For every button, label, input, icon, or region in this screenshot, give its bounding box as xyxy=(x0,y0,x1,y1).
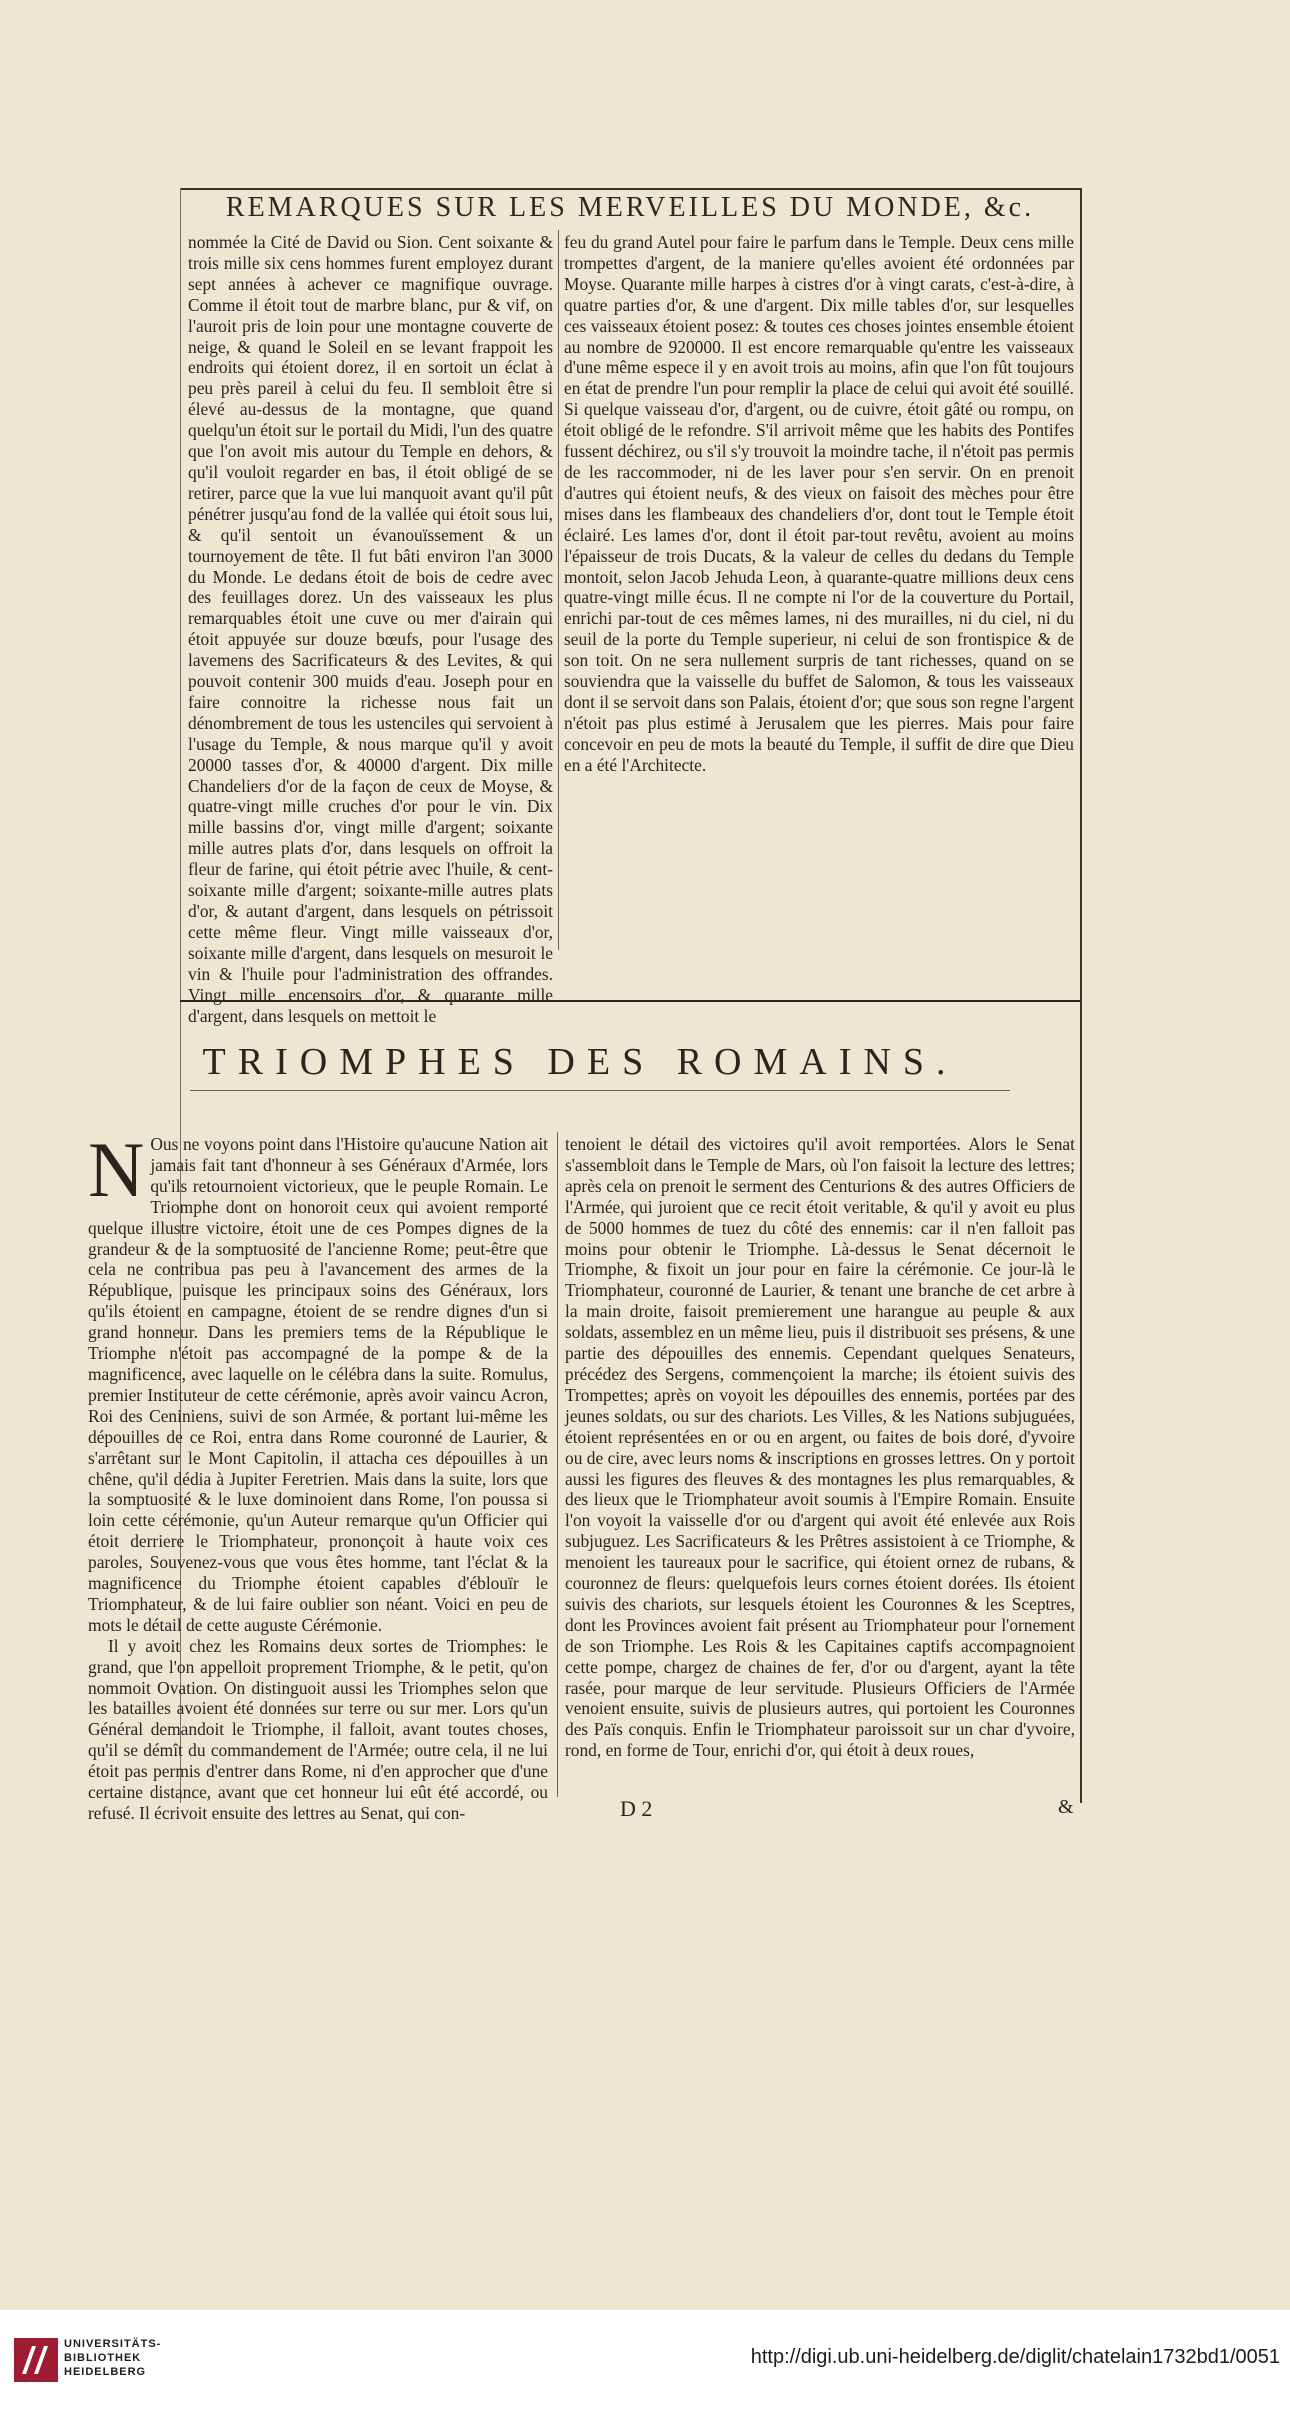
column-rule-bottom xyxy=(557,1132,558,1797)
library-name-line1: UNIVERSITÄTS- xyxy=(64,2338,162,2350)
bottom-left-text-2: Il y avoit chez les Romains deux sortes de Triomphes: le grand, que l'on appelloit proprement Triomphe, & le petit, qu'on nommoit Ovation. On distinguoit aussi les Triomphes selon que les batailles avoient été données sur terre ou sur mer. Lors qu'un Général demandoit le Triomphe, il falloit, avant toutes choses, qu'il se démît du commandement de l'Armée; outre cela, il ne lui étoit pas permis d'entrer dans Rome, ni d'en approcher que d'une certaine distance, avant que cet honneur lui eût été accordé, ou refusé. Il écrivoit ensuite des lettres au Senat, qui con- xyxy=(88,1635,548,1823)
library-name-line3: HEIDELBERG xyxy=(64,2366,147,2378)
catchword: & xyxy=(1058,1796,1074,1818)
library-name xyxy=(64,2337,161,2379)
top-left-text: nommée la Cité de David ou Sion. Cent soixante & trois mille six cens hommes furent employez durant sept années à achever ce magnifique ouvrage. Comme il étoit tout de marbre blanc, pur & vif, on l'auroit pris de loin pour une montagne couverte de neige, & quand le Soleil en se levant frappoit les endroits qui étoient dorez, il en sortoit un éclat à peu près pareil à celui du feu. Il sembloit être si élevé au-dessus de la montagne, que quand quelqu'un étoit sur le portail du Midi, l'un des quatre que l'on avoit mis autour du Temple en dehors, & qu'il vouloit regarder en bas, il étoit obligé de se retirer, parce que la vue lui manquoit avant qu'il pût pénétrer jusqu'au fond de la vallée qui étoit sous lui, & qu'il sentoit un évanouïssement & un tournoyement de tête. Il fut bâti environ l'an 3000 du Monde. Le dedans étoit de bois de cedre avec des feuillages dorez. Un des vaisseaux les plus remarquables étoit une cuve ou mer d'airain qui étoit appuyée sur douze bœufs, pour l'usage des lavemens des Sacrificateurs & des Levites, & qui pouvoit contenir 300 muids d'eau. Joseph pour en faire connoitre la richesse nous fait un dénombrement de tous les ustenciles qui servoient à l'usage du Temple, & nous marque qu'il y avoit 20000 tasses d'or, & 40000 d'argent. Dix mille Chandeliers d'or de la façon de ceux de Moyse, & quatre-vingt mille cruches d'or pour le vin. Dix mille bassins d'or, vingt mille d'argent; soixante mille autres plats d'or, dans lesquels on offroit la fleur de farine, qui étoit pétrie avec l'huile, & cent-soixante mille d'argent; soixante-mille autres plats d'or, & autant d'argent, dans lesquels on pétrissoit cette même fleur. Vingt mille vaisseaux d'or, soixante mille d'argent, dans lesquels on mesuroit le vin & l'huile pour l'administration des offrandes. Vingt mille encensoirs d'or, & quarante mille d'argent, dans lesquels on mettoit le xyxy=(188,232,553,1026)
section-title-underline xyxy=(190,1090,1010,1091)
column-rule-top xyxy=(558,230,559,950)
top-right-text: feu du grand Autel pour faire le parfum dans le Temple. Deux cens mille trompettes d'argent, de la maniere qu'elles avoient été ordonnées par Moyse. Quarante mille harpes à cistres d'or à vingt carats, c'est-à-dire, à quatre parties d'or, & une d'argent. Dix mille tables d'or, sur lesquelles ces vaisseaux étoient posez: & toutes ces choses jointes ensemble étoient au nombre de 920000. Il est encore remarquable qu'entre les vaisseaux d'une même espece il y en avoit trois au moins, afin que l'on fût toujours en état de prendre l'un pour remplir la place de celui qui avoit été souillé. Si quelque vaisseau d'or, d'argent, ou de cuivre, étoit gâté ou rompu, on étoit obligé de le refondre. S'il arrivoit même que les habits des Pontifes fussent déchirez, ou s'il s'y trouvoit la moindre tache, il n'étoit pas permis de les raccommoder, ni de les laver pour s'en servir. On en prenoit d'autres qui étoient neufs, & des vieux on faisoit des mèches pour être mises dans les flambeaux des chandeliers d'or, dont tout le Temple étoit éclairé. Les lames d'or, dont il étoit par-tout revêtu, avoient au moins l'épaisseur de trois Ducats, & la valeur de celles du dedans du Temple montoit, selon Jacob Jehuda Leon, à quarante-quatre millions deux cens quatre-vingt mille écus. Il ne compte ni l'or de la couverture du Portail, enrichi par-tout de ces mêmes lames, ni des murailles, ni du ciel, ni du seuil de la porte du Temple superieur, ni celui de son frontispice & de son toit. On ne sera nullement surpris de tant richesses, quand on se souviendra que la vaisselle du buffet de Salomon, & tous les vaisseaux dont il se servoit dans son Palais, étoient d'or; que sous son regne l'argent n'étoit pas plus estimé à Jerusalem que les pierres. Mais pour faire concevoir en peu de mots la beauté du Temple, il suffit de dire que Dieu en a été l'Architecte. xyxy=(564,232,1074,775)
running-head: REMARQUES SUR LES MERVEILLES DU MONDE, &c. xyxy=(225,192,1035,223)
bottom-right-text: tenoient le détail des victoires qu'il avoit remportées. Alors le Senat s'assembloit dans le Temple de Mars, où l'on faisoit la lecture des lettres; après cela on prenoit le serment des Centurions & des autres Officiers de l'Armée, qui juroient que ce recit étoit veritable, & qu'il y avoit eu plus de 5000 hommes de tuez du côté des ennemis: car il n'en falloit pas moins pour obtenir le Triomphe. Là-dessus le Senat décernoit le Triomphe, & fixoit un jour pour en faire la cérémonie. Ce jour-là le Triomphateur, couronné de Laurier, & tenant une branche de cet arbre à la main droite, faisoit premierement une harangue au peuple & aux soldats, assemblez en un même lieu, puis il distribuoit ses présens, & une partie des dépouilles des ennemis. Cependant quelques Senateurs, précédez des Sergens, commençoient la marche; ils étoient suivis des Trompettes; après on voyoit les dépouilles des ennemis, portées par des jeunes soldats, ou sur des chariots. Les Villes, & les Nations subjuguées, étoient représentées en or ou en argent, ou faites de bois doré, d'yvoire ou de cire, avec leurs noms & inscriptions en grosses lettres. On y portoit aussi les figures des fleuves & des montagnes les plus remarquables, & des lieux que le Triomphateur avoit soumis à l'Empire Romain. Ensuite l'on voyoit la vaisselle d'or ou d'argent qui avoit été enlevée aux Rois subjuguez. Les Sacrificateurs & les Prêtres assistoient à ce Triomphe, & menoient les taureaux pour le sacrifice, qui étoient ornez de rubans, & couronnez de fleurs: quelquefois leurs cornes étoient dorées. Ils étoient suivis des chariots, sur lesquels étoient les Couronnes & les Sceptres, dont les Provinces avoient fait présent au Triomphateur pour l'ornement de son Triomphe. Les Rois & les Capitaines captifs accompagnoient cette pompe, chargez de chaines de fer, d'or ou d'argent, ayant la tête rasée, pour marque de leur servitude. Plusieurs Officiers de l'Armée venoient ensuite, suivis de plusieurs autres, qui portoient les Couronnes des Païs conquis. Enfin le Triomphateur paroissoit sur un char d'yvoire, rond, en forme de Tour, enrichi d'or, qui étoit à deux roues, xyxy=(565,1134,1075,1761)
section-title xyxy=(130,1040,1030,1084)
source-url[interactable]: http://digi.ub.uni-heidelberg.de/diglit/chatelain1732bd1/0051 xyxy=(750,2346,1280,2368)
page-frame-top xyxy=(180,188,1080,190)
page-frame-right xyxy=(1080,188,1082,1803)
top-right-column xyxy=(564,232,1074,947)
section-divider xyxy=(180,1000,1080,1002)
bottom-left-column xyxy=(88,1126,548,1823)
signature-mark: D 2 xyxy=(620,1796,653,1821)
bottom-left-text: Ous ne voyons point dans l'Histoire qu'aucune Nation ait jamais fait tant d'honneur à ses Généraux d'Armée, lors qu'ils retournoient victorieux, que le peuple Romain. Le Triomphe dont on honoroit ceux qui avoient remporté quelque illustre victoire, étoit une de ces Pompes dignes de la grandeur & de la somptuosité de l'ancienne Rome; peut-être que cela ne contribua pas peu à l'avancement des armes de la République, puisque les principaux soins des Généraux, lors qu'ils étoient en campagne, étoient de se rendre dignes d'un si grand honneur. Dans les premiers tems de la République le Triomphe n'étoit pas accompagné de la pompe & de la magnificence, avec laquelle on le célébra dans la suite. Romulus, premier Instituteur de cette cérémonie, après avoir vaincu Acron, Roi des Ceniniens, suivi de son Armée, & portant lui-même les dépouilles de ce Roi, entra dans Rome couronné de Laurier, & s'arrêtant sur le Mont Capitolin, il attacha ces dépouilles à un chêne, qu'il dédia à Jupiter Feretrien. Mais dans la suite, lors que la somptuosité & le luxe dominoient dans Rome, l'on poussa si loin cette cérémonie, qu'un Auteur remarque qu'un Officier qui étoit derriere le Triomphateur, prononçoit à haute voix ces paroles, Souvenez-vous que vous êtes homme, tant l'éclat & la magnificence du Triomphe étoient capables d'éblouïr le Triomphateur, & de lui faire oublier son néant. Voici en peu de mots le détail de cette auguste Cérémonie. xyxy=(88,1134,548,1635)
university-logo-icon xyxy=(14,2338,58,2382)
library-name-line2: BIBLIOTHEK xyxy=(64,2352,142,2364)
bottom-right-column xyxy=(565,1134,1075,1794)
section-title-text: TRIOMPHES DES ROMAINS. xyxy=(202,1041,958,1083)
top-left-column xyxy=(188,232,553,1026)
drop-cap: N xyxy=(88,1126,145,1213)
